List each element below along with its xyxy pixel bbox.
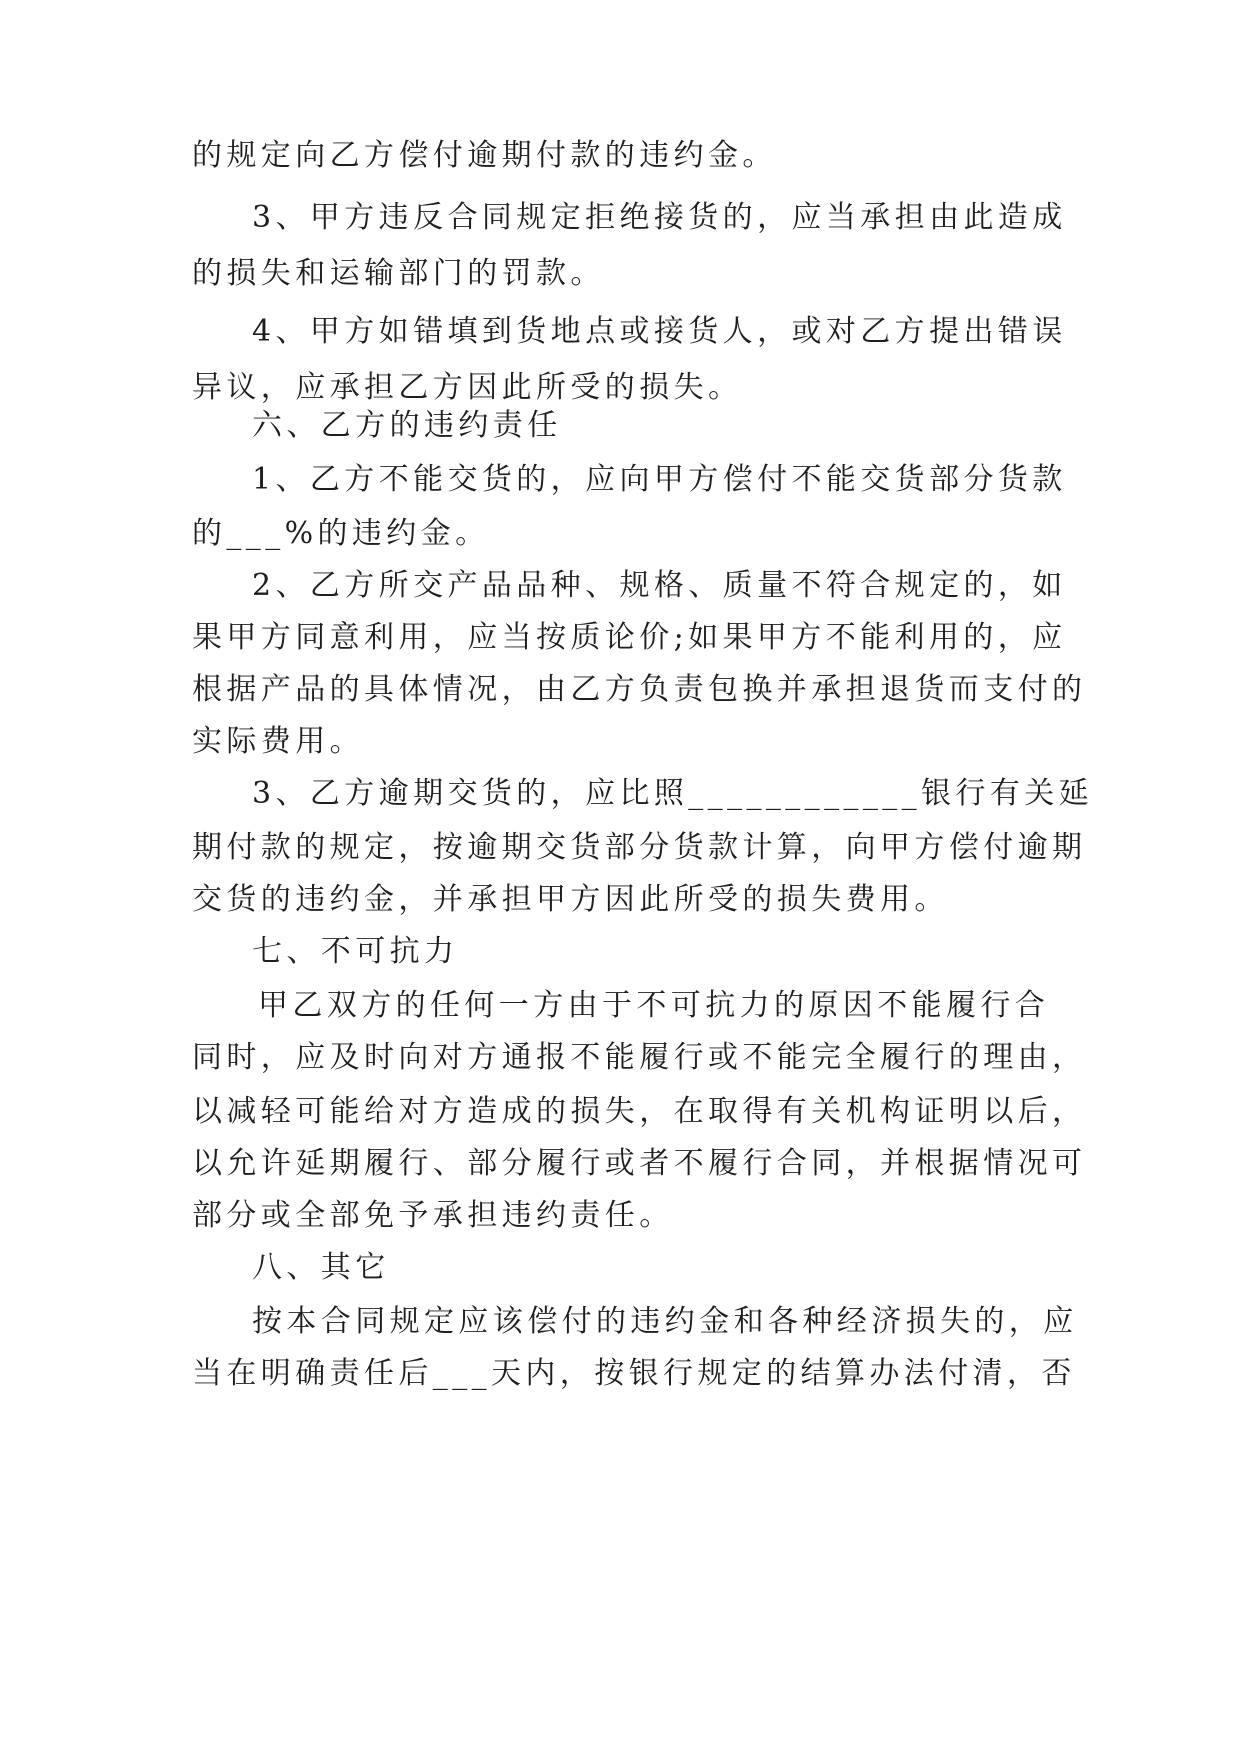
text-line: 1、乙方不能交货的，应向甲方偿付不能交货部分货款 bbox=[252, 462, 1067, 497]
text-line: 的规定向乙方偿付逾期付款的违约金。 bbox=[192, 138, 777, 173]
text-line: 的损失和运输部门的罚款。 bbox=[192, 256, 605, 291]
text-line: 交货的违约金，并承担甲方因此所受的损失费用。 bbox=[192, 882, 949, 917]
text-line: 实际费用。 bbox=[192, 724, 364, 759]
text-line: 3、甲方违反合同规定拒绝接货的，应当承担由此造成 bbox=[252, 200, 1067, 235]
text-line: 以允许延期履行、部分履行或者不履行合同，并根据情况可 bbox=[192, 1146, 1087, 1181]
text-line: 同时，应及时向对方通报不能履行或不能完全履行的理由， bbox=[192, 1040, 1087, 1075]
text-line: 2、乙方所交产品品种、规格、质量不符合规定的，如 bbox=[252, 568, 1067, 603]
text-line: 异议，应承担乙方因此所受的损失。 bbox=[192, 370, 743, 405]
text-line: 以减轻可能给对方造成的损失，在取得有关机构证明以后， bbox=[192, 1094, 1087, 1129]
text-line: 的___%的违约金。 bbox=[192, 516, 490, 551]
section-heading: 八、其它 bbox=[252, 1250, 390, 1285]
text-line: 期付款的规定，按逾期交货部分货款计算，向甲方偿付逾期 bbox=[192, 830, 1087, 865]
section-heading: 六、乙方的违约责任 bbox=[252, 408, 562, 443]
text-line: 果甲方同意利用，应当按质论价;如果甲方不能利用的，应 bbox=[192, 620, 1067, 655]
text-line: 按本合同规定应该偿付的违约金和各种经济损失的，应 bbox=[252, 1304, 1078, 1339]
text-line: 部分或全部免予承担违约责任。 bbox=[192, 1198, 674, 1233]
text-line: 3、乙方逾期交货的，应比照____________银行有关延 bbox=[252, 776, 1094, 811]
text-line: 根据产品的具体情况，由乙方负责包换并承担退货而支付的 bbox=[192, 672, 1087, 707]
text-line: 甲乙双方的任何一方由于不可抗力的原因不能履行合 bbox=[258, 988, 1050, 1023]
text-line: 4、甲方如错填到货地点或接货人，或对乙方提出错误 bbox=[252, 314, 1067, 349]
section-heading: 七、不可抗力 bbox=[252, 934, 459, 969]
text-line: 当在明确责任后___天内，按银行规定的结算办法付清，否 bbox=[192, 1356, 1076, 1391]
